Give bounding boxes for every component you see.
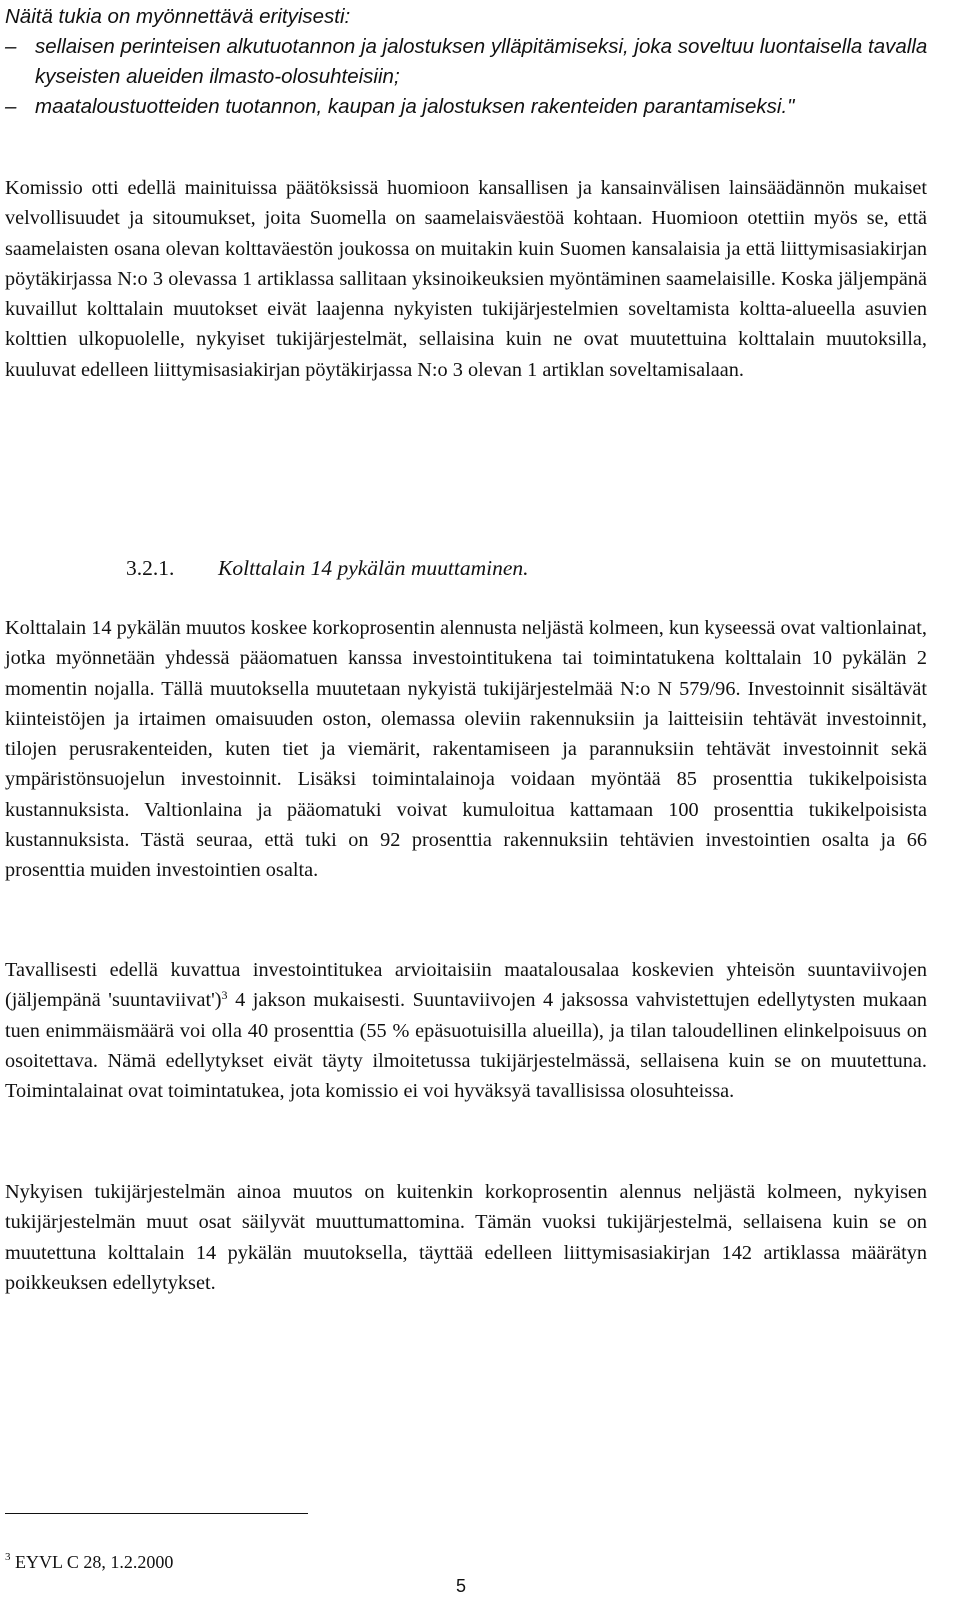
paragraph-text: Tavallisesti edellä kuvattua investointitukea arvioitaisiin maatalousalaa koskevien yhteisön suuntaviivojen (jäljempänä 'suuntaviivat') (5, 959, 927, 1012)
quote-item-text: sellaisen perinteisen alkutuotannon ja jalostuksen ylläpitämiseksi, joka soveltuu luontaisella tavalla kyseisten alueiden ilmasto-olosuhteisiin; (35, 35, 928, 88)
paragraph-conclusion: Nykyisen tukijärjestelmän ainoa muutos on kuitenkin korkoprosentin alennus neljästä kolmeen, nykyisen tukijärjestelmän muut osat säilyvät muuttumattomina. Tämän vuoksi tukijärjestelmä, sellaisena kuin se on muutettuna kolttalain 14 pykälän muutoksella, täyttää edelleen liittymisasiakirjan 142 artiklassa määrätyn poikkeuksen edellytykset. (5, 1181, 927, 1294)
page-number: 5 (456, 1576, 467, 1596)
footnote (5, 1550, 173, 1574)
section-number: 3.2.1. (126, 556, 175, 580)
quoted-list (5, 2, 930, 122)
quote-list-item (5, 32, 930, 92)
footnote-reference[interactable]: 3 (221, 988, 228, 1003)
footnote-separator (5, 1513, 308, 1514)
quote-list-item (5, 92, 930, 122)
footnote-marker: 3 (5, 1550, 11, 1563)
list-dash: – (5, 95, 17, 118)
section-heading (126, 553, 529, 583)
quote-intro: Näitä tukia on myönnettävä erityisesti: (5, 5, 351, 28)
paragraph-interest-change: Kolttalain 14 pykälän muutos koskee korkoprosentin alennusta neljästä kolmeen, kun kyseessä ovat valtionlainat, jotka myönnetään yhdessä pääomatuen kanssa investointitukena tai toimintatukena kolttalain 10 pykälän 2 momentin nojalla. Tällä muutoksella muutetaan nykyistä tukijärjestelmää N:o N 579/96. Investoinnit sisältävät kiinteistöjen ja irtaimen omaisuuden oston, olemassa oleviin rakennuksiin ja laitteisiin tehtävät investoinnit, tilojen perusrakenteiden, kuten tiet ja viemärit, rakentamiseen ja parannuksiin tehtävät investoinnit sekä ympäristönsuojelun investoinnit. Lisäksi toimintalainoja voidaan myöntää 85 prosenttia tukikelpoisista kustannuksista. Valtionlaina ja pääomatuki voivat kumuloitua kattamaan 100 prosenttia tukikelpoisista kustannuksista. Tästä seuraa, että tuki on 92 prosenttia rakennuksiin tehtävien investointien osalta ja 66 prosenttia muiden investointien osalta. (5, 617, 927, 882)
quote-item-text: maataloustuotteiden tuotannon, kaupan ja jalostuksen rakenteiden parantamiseksi." (35, 95, 795, 118)
section-title: Kolttalain 14 pykälän muuttaminen. (218, 556, 529, 580)
paragraph-text: 4 jakson mukaisesti. Suuntaviivojen 4 jaksossa vahvistettujen edellytysten mukaan tuen enimmäismäärä voi olla 40 prosenttia (55 % epäsuotuisilla alueilla), ja tilan taloudellinen elinkelpoisuus on osoitettava. Nämä edellytykset eivät täyty ilmoitetussa tukijärjestelmässä, sellaisena kuin se on muutettuna. Toimintalainat ovat toimintatukea, jota komissio ei voi hyväksyä tavallisissa olosuhteissa. (5, 989, 927, 1103)
list-dash: – (5, 35, 17, 58)
paragraph-guidelines (5, 955, 927, 1106)
footnote-text: EYVL C 28, 1.2.2000 (10, 1552, 174, 1572)
paragraph-koltta-rights: Komissio otti edellä mainituissa päätöksissä huomioon kansallisen ja kansainvälisen lainsäädännön mukaiset velvollisuudet ja sitoumukset, joita Suomella on saamelaisväestöä kohtaan. Huomioon otettiin myös se, että saamelaisten osana olevan kolttaväestön joukossa on muitakin kuin Suomen kansalaisia ja että liittymisasiakirjan pöytäkirjassa N:o 3 olevassa 1 artiklassa sallitaan yksinoikeuksien myöntäminen saamelaisille. Koska jäljempänä kuvaillut kolttalain muutokset eivät laajenna nykyisten tukijärjestelmien soveltamista koltta-alueella asuvien kolttien ulkopuolelle, nykyiset tukijärjestelmät, sellaisina kuin ne ovat muutettuina kolttalain muutoksilla, kuuluvat edelleen liittymisasiakirjan pöytäkirjassa N:o 3 olevan 1 artiklan soveltamisalaan. (5, 177, 927, 381)
